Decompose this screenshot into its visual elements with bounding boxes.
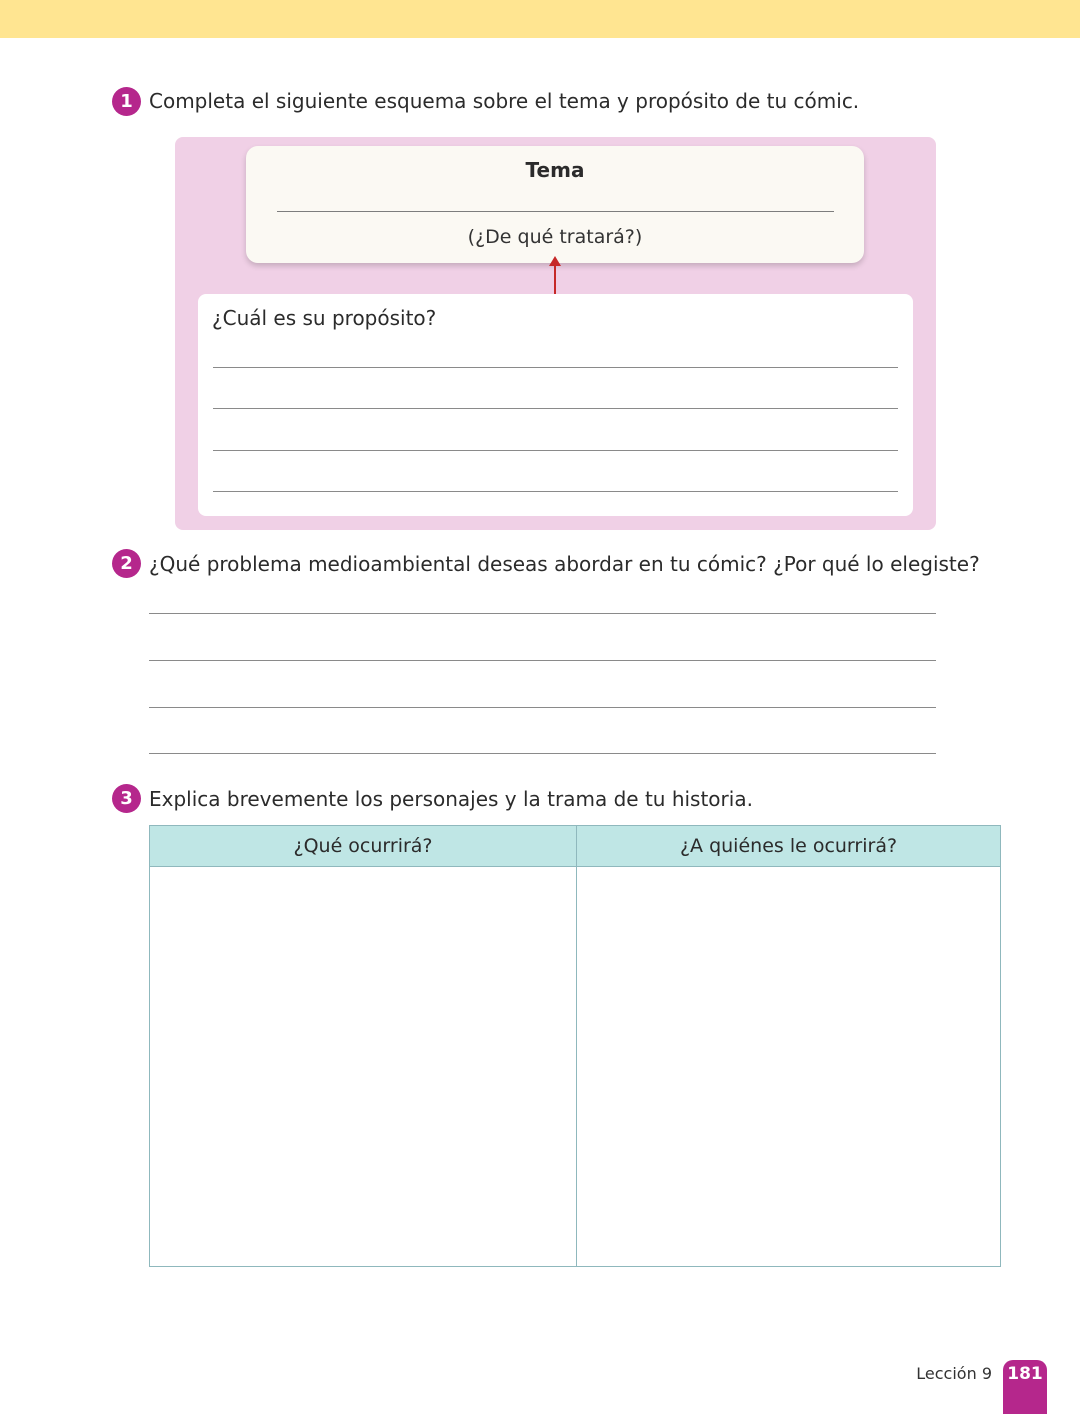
arrow-up-icon (554, 262, 556, 295)
plot-table (149, 825, 1001, 1267)
page-number: 181 (1003, 1360, 1047, 1414)
purpose-write-line[interactable] (213, 450, 898, 451)
activity-1-number-badge: 1 (112, 87, 141, 116)
purpose-question: ¿Cuál es su propósito? (212, 306, 437, 330)
header-band (0, 0, 1080, 38)
activity-3-number-badge: 3 (112, 784, 141, 813)
answer-write-line[interactable] (149, 753, 936, 754)
theme-box (246, 146, 864, 263)
theme-title: Tema (525, 158, 585, 182)
activity-3-prompt: Explica brevemente los personajes y la trama de tu historia. (149, 787, 753, 811)
answer-write-line[interactable] (149, 660, 936, 661)
activity-2-number-badge: 2 (112, 549, 141, 578)
answer-write-line[interactable] (149, 707, 936, 708)
table-cell-who[interactable] (577, 868, 1000, 1266)
purpose-write-line[interactable] (213, 367, 898, 368)
table-header-who: ¿A quiénes le ocurrirá? (577, 826, 1000, 867)
purpose-write-line[interactable] (213, 408, 898, 409)
table-header-what: ¿Qué ocurrirá? (150, 826, 576, 867)
theme-write-line[interactable] (277, 211, 834, 212)
purpose-box (198, 294, 913, 516)
answer-write-line[interactable] (149, 613, 936, 614)
lesson-label: Lección 9 (916, 1364, 992, 1383)
arrow-head-icon (549, 256, 561, 266)
table-cell-what[interactable] (150, 868, 576, 1266)
activity-1-prompt: Completa el siguiente esquema sobre el tema y propósito de tu cómic. (149, 89, 860, 113)
purpose-write-line[interactable] (213, 491, 898, 492)
theme-hint: (¿De qué tratará?) (467, 226, 643, 248)
activity-2-prompt: ¿Qué problema medioambiental deseas abordar en tu cómic? ¿Por qué lo elegiste? (149, 552, 980, 576)
